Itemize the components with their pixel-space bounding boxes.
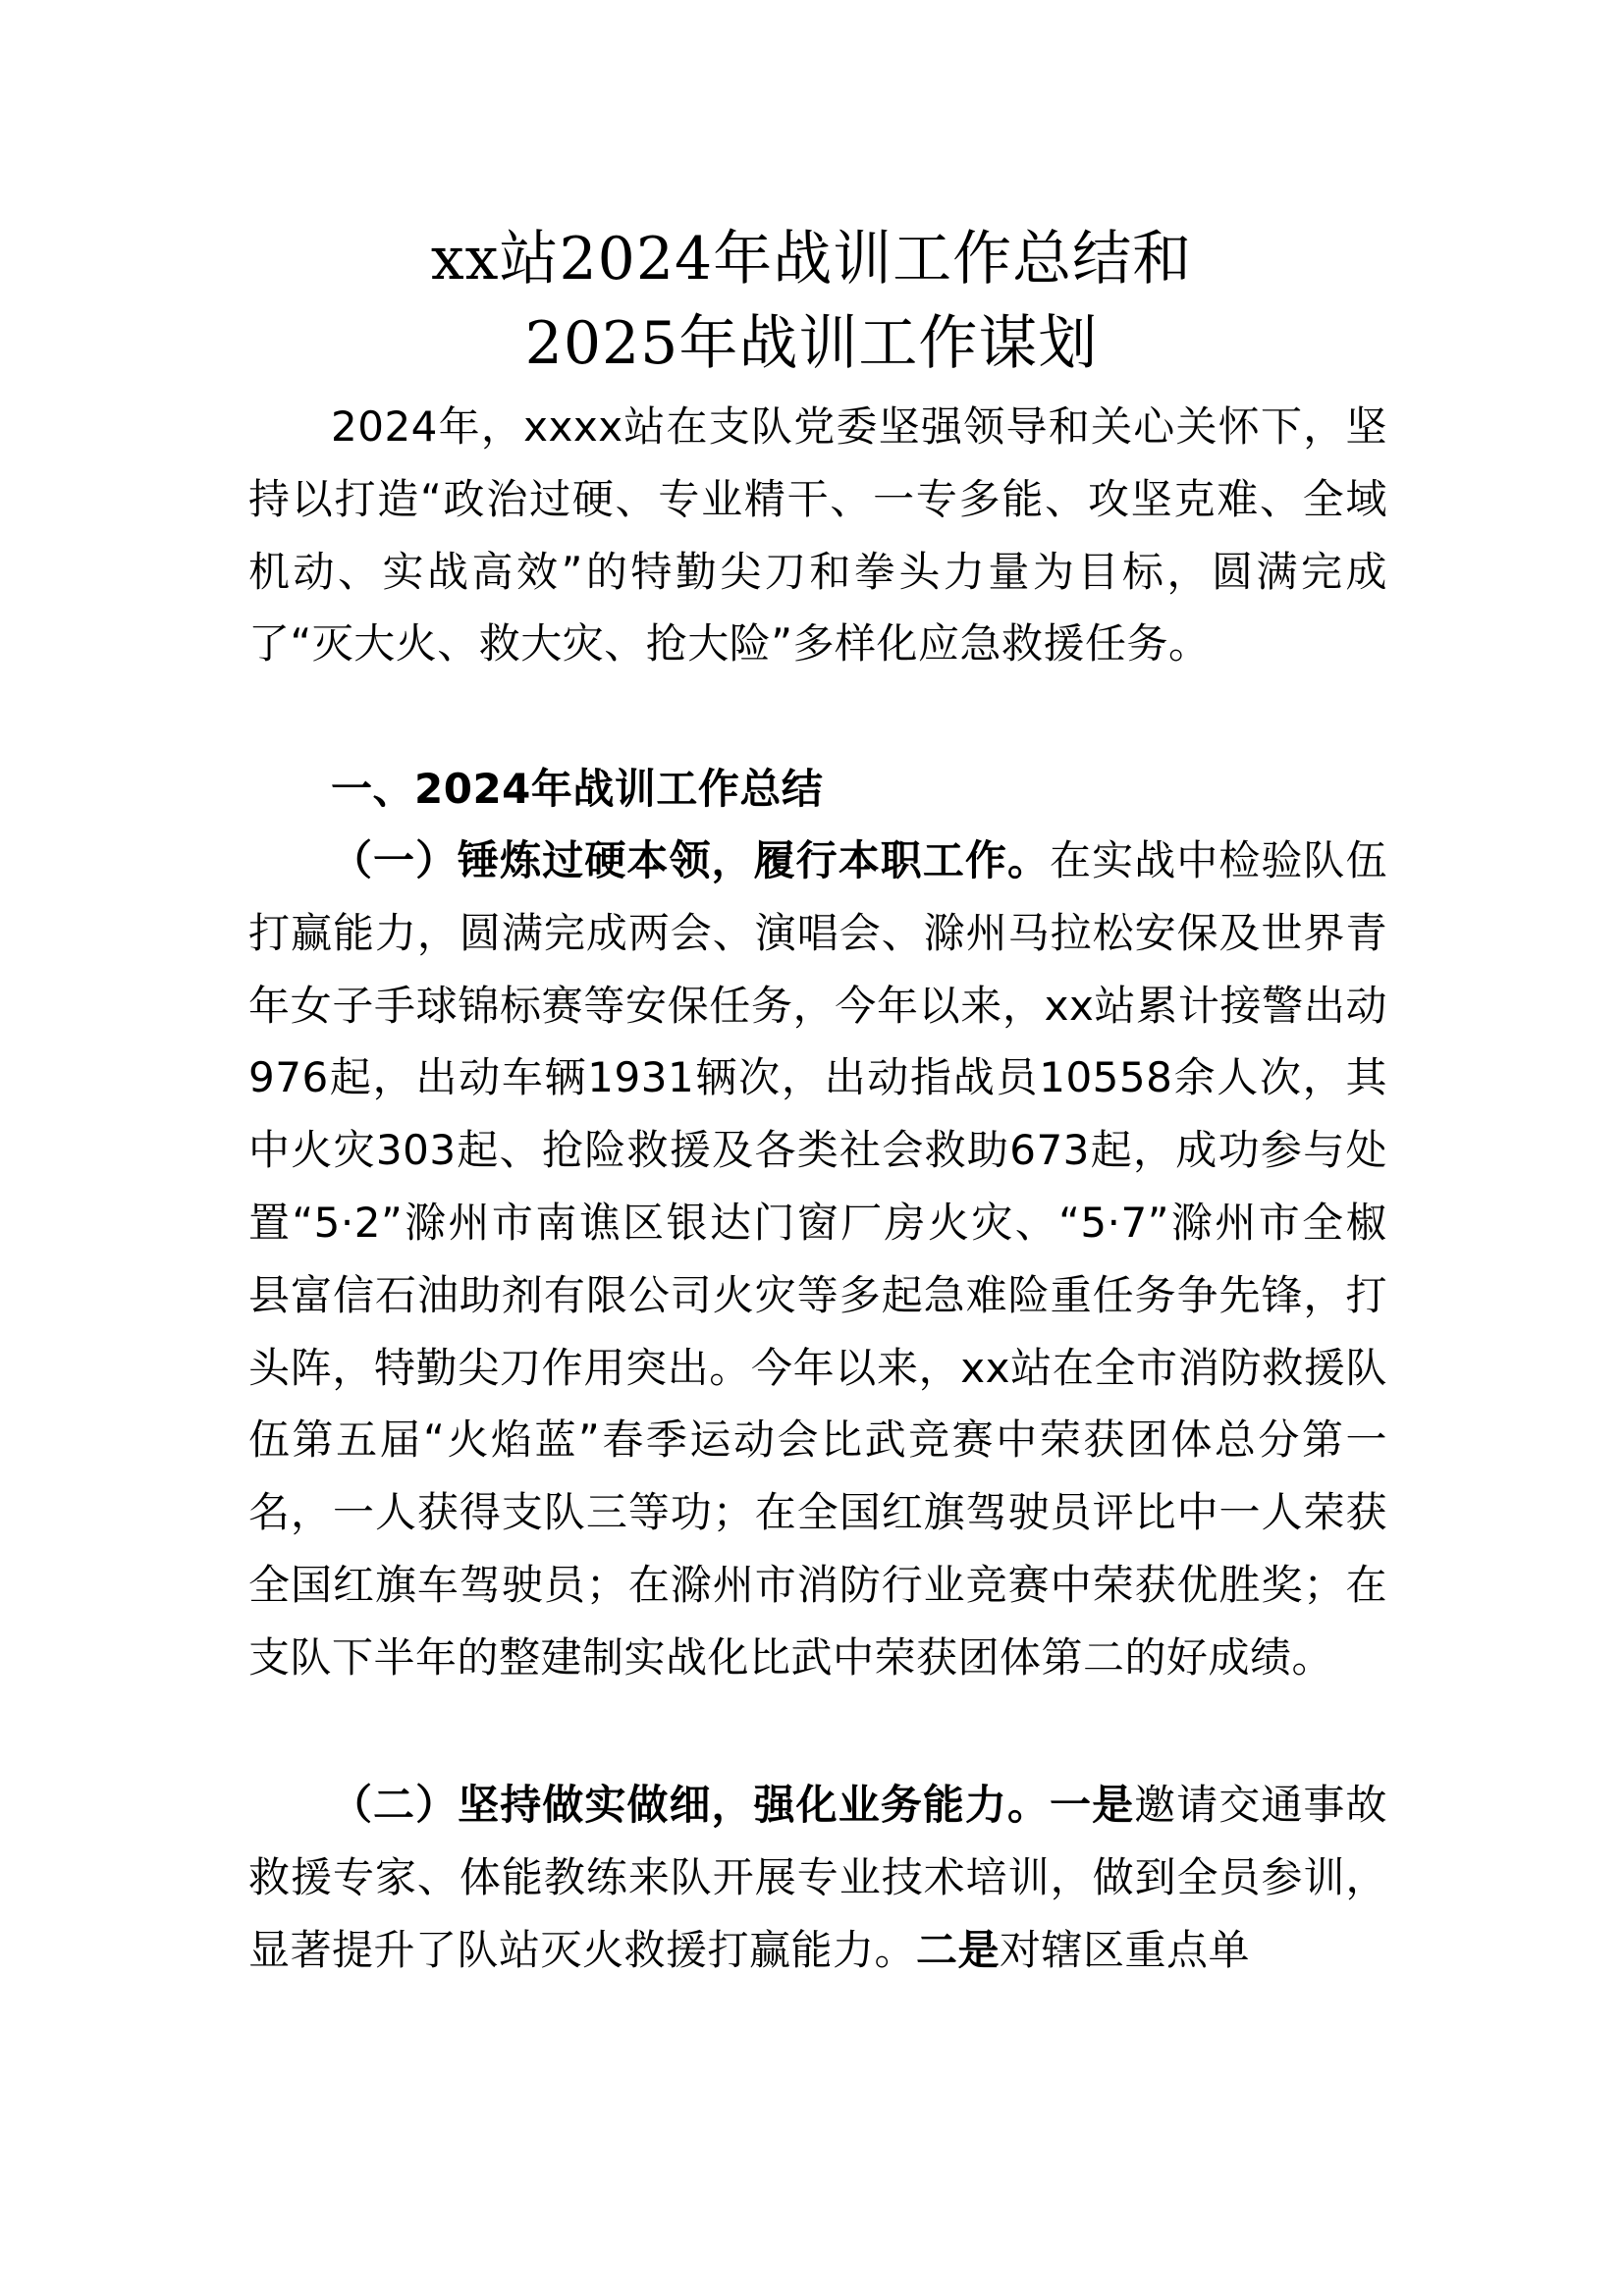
subsection-2-marker-1: 一是 [1050, 1781, 1135, 1829]
document-title-line-1: xx站2024年战训工作总结和 [430, 225, 1193, 294]
section-1-block [248, 753, 1387, 826]
subsection-2-marker-2: 二是 [916, 1925, 1001, 1974]
subsection-2-paragraph [248, 1769, 1387, 1986]
subsection-1-block [248, 825, 1387, 1694]
subsection-1-heading: （一）锤炼过硬本领，履行本职工作。 [331, 836, 1051, 884]
document-title-line-2: 2025年战训工作谋划 [524, 309, 1099, 378]
subsection-2-block [248, 1769, 1387, 1986]
subsection-2-text-1: 邀请交通事故救援专家、体能教练来队开展专业技术培训，做到全员参训，显著提升了队站灭火救援打赢能力。 [248, 1781, 1387, 1974]
intro-paragraph: 2024年，xxxx站在支队党委坚强领导和关心关怀下，坚持以打造“政治过硬、专业精干、一专多能、攻坚克难、全域机动、实战高效”的特勤尖刀和拳头力量为目标，圆满完成了“灭大火、救大灾、抢大险”多样化应急救援任务。 [248, 402, 1387, 668]
subsection-2-text-2: 对辖区重点单 [1000, 1925, 1251, 1974]
subsection-2-heading: （二）坚持做实做细，强化业务能力。 [331, 1781, 1051, 1829]
subsection-1-paragraph [248, 825, 1387, 1694]
subsection-1-text: 在实战中检验队伍打赢能力，圆满完成两会、演唱会、滁州马拉松安保及世界青年女子手球锦标赛等安保任务，今年以来，xx站累计接警出动976起，出动车辆1931辆次，出动指战员10558余人次，其中火灾303起、抢险救援及各类社会救助673起，成功参与处置“5·2”滁州市南谯区银达门窗厂房火灾、“5·7”滁州市全椒县富信石油助剂有限公司火灾等多起急难险重任务争先锋，打头阵，特勤尖刀作用突出。今年以来，xx站在全市消防救援队伍第五届“火焰蓝”春季运动会比武竞赛中荣获团体总分第一名，一人获得支队三等功；在全国红旗驾驶员评比中一人荣获全国红旗车驾驶员；在滁州市消防行业竞赛中荣获优胜奖；在支队下半年的整建制实战化比武中荣获团体第二的好成绩。 [248, 836, 1387, 1682]
intro-block [248, 391, 1387, 680]
section-1-heading: 一、2024年战训工作总结 [331, 765, 824, 813]
